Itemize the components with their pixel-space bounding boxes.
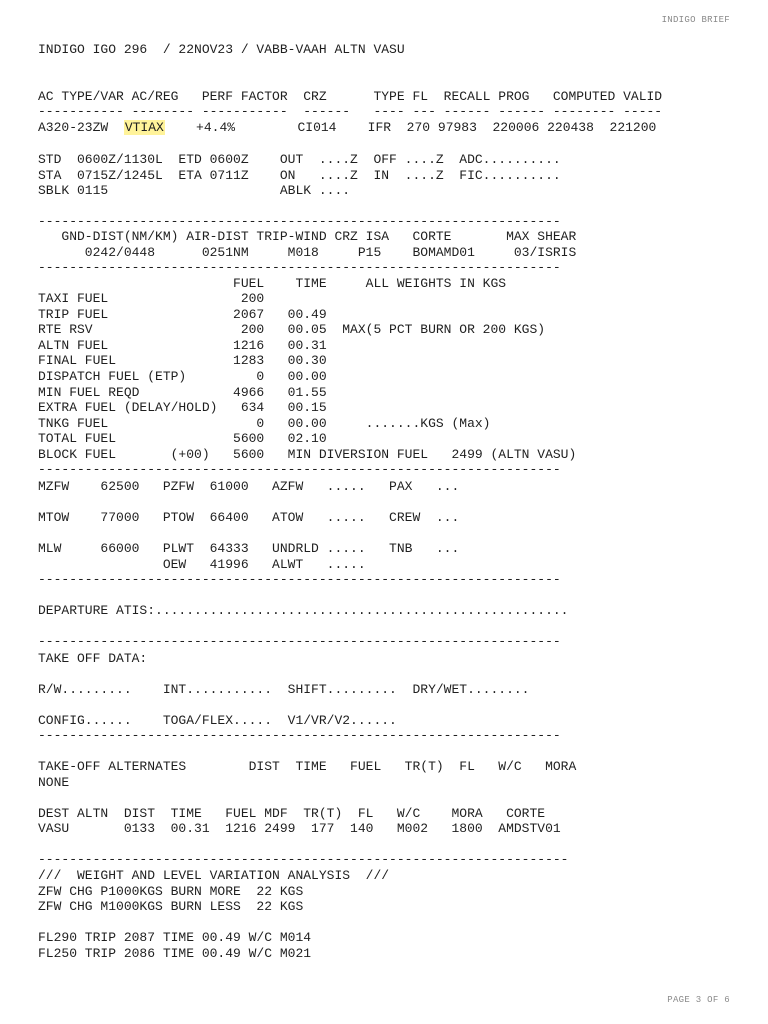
fuel-row-altn: ALTN FUEL 1216 00.31	[38, 338, 327, 353]
aircraft-values-line	[38, 120, 656, 135]
fl250-trip-line: FL250 TRIP 2086 TIME 00.49 W/C M021	[38, 946, 312, 961]
fuel-row-total: TOTAL FUEL 5600 02.10	[38, 431, 327, 446]
separator: -------------------------------------------------------------------	[38, 728, 561, 743]
route-info-header: GND-DIST(NM/KM) AIR-DIST TRIP-WIND CRZ ISA CORTE MAX SHEAR	[38, 229, 577, 244]
fuel-row-tankering: TNKG FUEL 0 00.00 .......KGS (Max)	[38, 416, 491, 431]
separator: --------------------------------------------------------------------	[38, 852, 569, 867]
sta-times-line: STA 0715Z/1245L ETA 0711Z ON ....Z IN ....Z FIC..........	[38, 168, 561, 183]
separator: -------------------------------------------------------------------	[38, 462, 561, 477]
dest-altn-row: VASU 0133 00.31 1216 2499 177 140 M002 1800 AMDSTV01	[38, 821, 561, 836]
departure-atis-line: DEPARTURE ATIS:.....................................................	[38, 603, 569, 618]
aircraft-registration-highlight: VTIAX	[124, 120, 164, 135]
separator: -------------------------------------------------------------------	[38, 634, 561, 649]
weights-row-lw: MLW 66000 PLWT 64333 UNDRLD ..... TNB ...	[38, 541, 460, 556]
route-info-values: 0242/0448 0251NM M018 P15 BOMAMD01 03/ISRIS	[38, 245, 577, 260]
aircraft-type-value: A320-23ZW	[38, 120, 124, 135]
page-number: PAGE 3 OF 6	[667, 995, 730, 1005]
fuel-row-extra: EXTRA FUEL (DELAY/HOLD) 634 00.15	[38, 400, 327, 415]
aircraft-columns-header: AC TYPE/VAR AC/REG PERF FACTOR CRZ TYPE FL RECALL PROG COMPUTED VALID	[38, 89, 663, 104]
fuel-row-rte-rsv: RTE RSV 200 00.05 MAX(5 PCT BURN OR 200 KGS)	[38, 322, 546, 337]
takeoff-config-line: CONFIG...... TOGA/FLEX..... V1/VR/V2......	[38, 713, 397, 728]
aircraft-columns-underline: ----------- -------- ----------- ------ ---- --- ------ ------ -------- -----	[38, 104, 663, 119]
fuel-row-trip: TRIP FUEL 2067 00.49	[38, 307, 327, 322]
fuel-table-header: FUEL TIME ALL WEIGHTS IN KGS	[38, 276, 507, 291]
zfw-change-plus-line: ZFW CHG P1000KGS BURN MORE 22 KGS	[38, 884, 304, 899]
fuel-row-block: BLOCK FUEL (+00) 5600 MIN DIVERSION FUEL 2499 (ALTN VASU)	[38, 447, 577, 462]
separator: -------------------------------------------------------------------	[38, 214, 561, 229]
fuel-row-min-reqd: MIN FUEL REQD 4966 01.55	[38, 385, 327, 400]
fuel-row-final: FINAL FUEL 1283 00.30	[38, 353, 327, 368]
fuel-row-taxi: TAXI FUEL 200	[38, 291, 265, 306]
takeoff-alternates-value: NONE	[38, 775, 70, 790]
takeoff-data-title: TAKE OFF DATA:	[38, 651, 148, 666]
zfw-change-minus-line: ZFW CHG M1000KGS BURN LESS 22 KGS	[38, 899, 304, 914]
weights-row-tow: MTOW 77000 PTOW 66400 ATOW ..... CREW ...	[38, 510, 460, 525]
fuel-row-dispatch: DISPATCH FUEL (ETP) 0 00.00	[38, 369, 327, 384]
takeoff-alternates-header: TAKE-OFF ALTERNATES DIST TIME FUEL TR(T) FL W/C MORA	[38, 759, 577, 774]
std-times-line: STD 0600Z/1130L ETD 0600Z OUT ....Z OFF ....Z ADC..........	[38, 152, 561, 167]
dest-altn-header: DEST ALTN DIST TIME FUEL MDF TR(T) FL W/C MORA CORTE	[38, 806, 546, 821]
variation-analysis-title: /// WEIGHT AND LEVEL VARIATION ANALYSIS ///	[38, 868, 390, 883]
block-time-line: SBLK 0115 ABLK ....	[38, 183, 351, 198]
aircraft-perf-values: +4.4% CI014 IFR 270 97983 220006 220438 221200	[164, 120, 657, 135]
takeoff-runway-line: R/W......... INT........... SHIFT......... DRY/WET........	[38, 682, 530, 697]
weights-row-oew: OEW 41996 ALWT .....	[38, 557, 366, 572]
weights-row-zfw: MZFW 62500 PZFW 61000 AZFW ..... PAX ...	[38, 479, 460, 494]
separator: -------------------------------------------------------------------	[38, 572, 561, 587]
flight-header-line: INDIGO IGO 296 / 22NOV23 / VABB-VAAH ALTN VASU	[38, 42, 405, 57]
separator: -------------------------------------------------------------------	[38, 260, 561, 275]
brief-header: INDIGO BRIEF	[661, 15, 730, 25]
fl290-trip-line: FL290 TRIP 2087 TIME 00.49 W/C M014	[38, 930, 312, 945]
